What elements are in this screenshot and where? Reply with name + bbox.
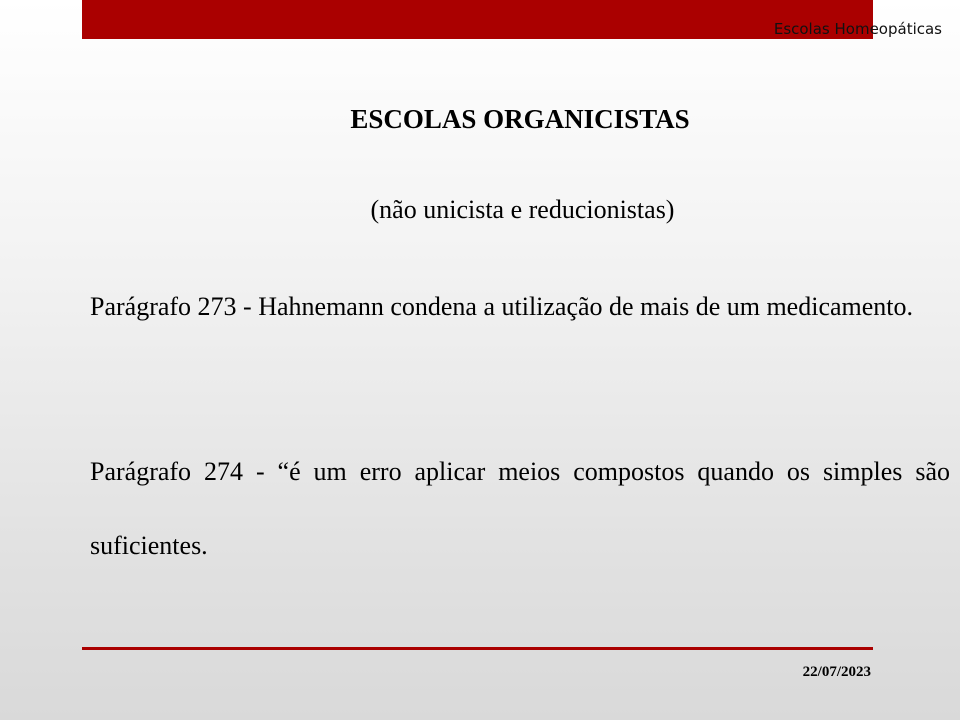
slide-subtitle: (não unicista e reducionistas): [370, 195, 675, 224]
footer-accent-line: [82, 647, 873, 650]
slide-title: ESCOLAS ORGANICISTAS: [350, 104, 690, 134]
header-label: Escolas Homeopáticas: [773, 20, 942, 38]
footer-date: 22/07/2023: [802, 664, 871, 680]
header-accent-bar: [82, 0, 873, 39]
paragraph-274: Parágrafo 274 - “é um erro aplicar meios compostos quando os simples são suficientes.: [90, 457, 950, 560]
paragraph-273: Parágrafo 273 - Hahnemann condena a utilização de mais de um medicamento.: [90, 292, 914, 321]
